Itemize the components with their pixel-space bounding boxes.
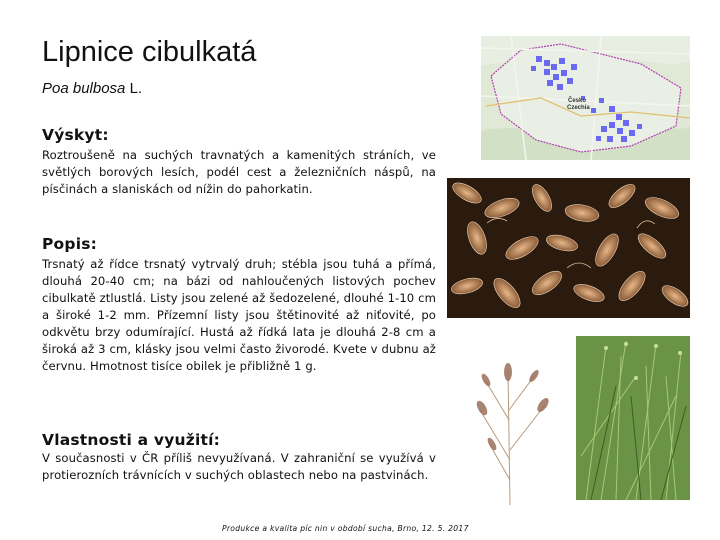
latin-species: Poa bulbosa	[42, 80, 126, 97]
section-heading-properties: Vlastnosti a využití:	[42, 431, 220, 449]
panicle-photo-graphic	[430, 350, 590, 510]
latin-author: L.	[125, 80, 143, 97]
section-text-properties: V současnosti v ČR příliš nevyužívaná. V zahraniční se využívá v protierozních trávnících v suchých oblastech nebo na pastvinách.	[42, 451, 436, 482]
section-text-occurrence: Roztroušeně na suchých travnatých a kamenitých stráních, ve světlých borových lesích, podél cest a železničních náspů, na písčinách a slaniskách od nížin do pahorkatin.	[42, 148, 436, 196]
bulbils-photo-graphic	[447, 178, 690, 318]
distribution-map	[481, 36, 690, 160]
map-label-czechia: Czechia	[567, 105, 590, 111]
map-label-cesko: Česko	[568, 98, 587, 104]
grass-photo-graphic	[576, 336, 690, 500]
distribution-map-graphic	[481, 36, 690, 160]
panicle-photo	[430, 350, 590, 510]
section-heading-occurrence: Výskyt:	[42, 126, 109, 144]
footer-citation: Produkce a kvalita píc nin v období sucha, Brno, 12. 5. 2017	[222, 524, 469, 533]
latin-name	[42, 80, 142, 97]
grass-photo	[576, 336, 690, 500]
section-heading-description: Popis:	[42, 235, 98, 253]
page-title: Lipnice cibulkatá	[42, 36, 257, 68]
section-text-description: Trsnatý až řídce trsnatý vytrvalý druh; stébla jsou tuhá a přímá, dlouhá 20-40 cm; na bázi od nahloučených listových pochev cibulkatě ztlustlá. Listy jsou zelené až šedozelené, dlouhé 1-10 cm a široké 1-2 mm. Přízemní listy jsou štětinovité až niťovité, po odkvětu brzy odumírající. Hustá až řídká lata je dlouhá 2-8 cm a široká až 3 cm, klásky jsou velmi často živorodé. Kvete v dubnu až červnu. Hmotnost tisíce obilek je přibližně 1 g.	[42, 257, 436, 373]
bulbils-photo	[447, 178, 690, 318]
